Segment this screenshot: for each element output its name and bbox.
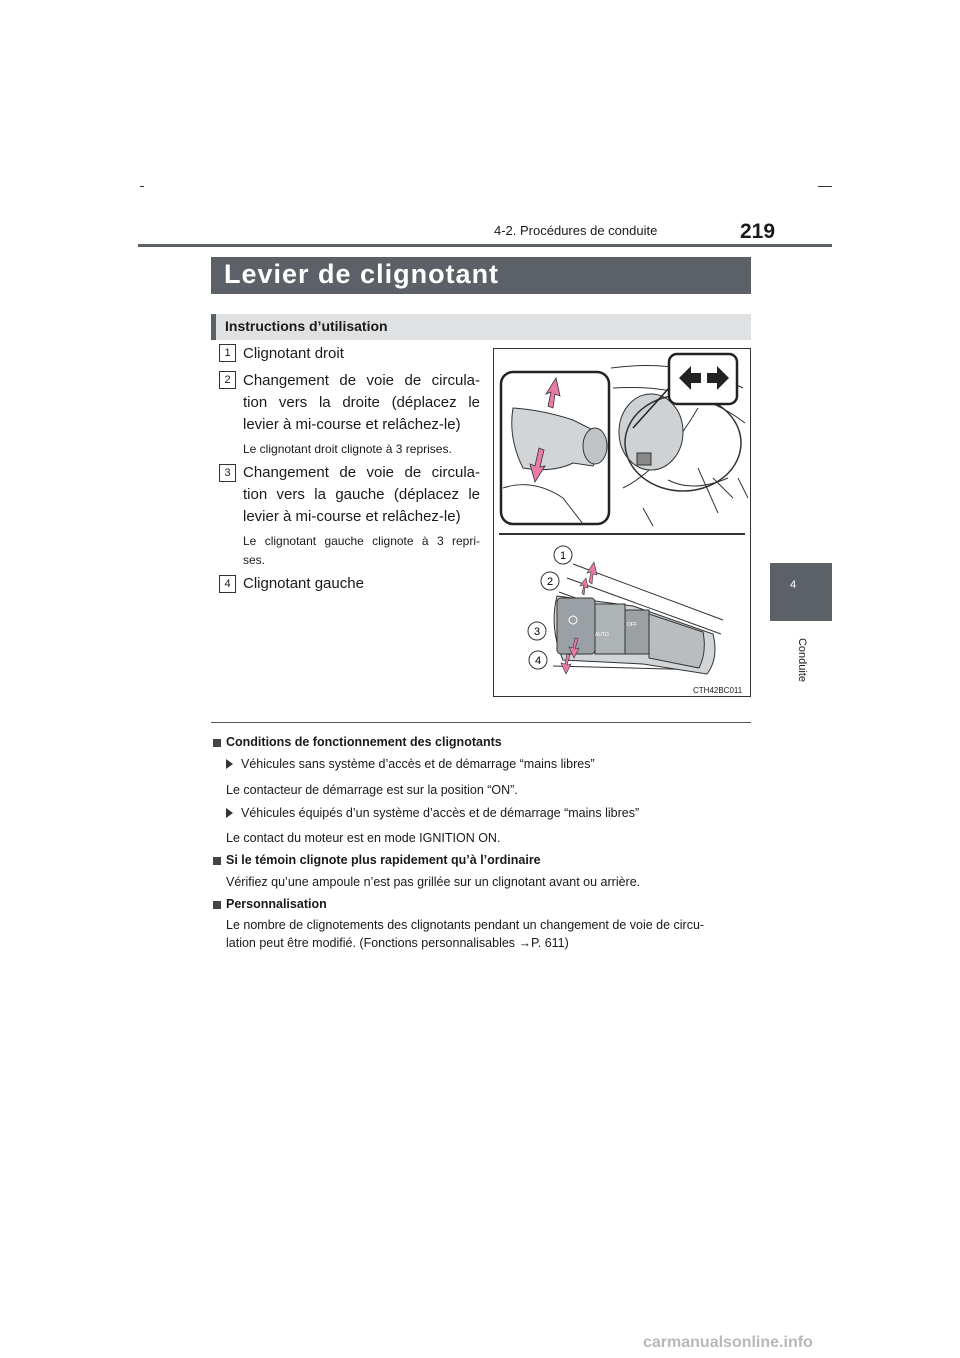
bullet-square-1	[213, 739, 221, 747]
customization-title: Personnalisation	[226, 897, 327, 911]
item-2-line-1: Changement de voie de circula-	[243, 372, 480, 389]
watermark: carmanualsonline.info	[643, 1334, 813, 1351]
callout-4: 4	[534, 655, 542, 667]
item-2-note: Le clignotant droit clignote à 3 reprises.	[243, 442, 452, 456]
chapter-label: Conduite	[796, 637, 808, 683]
condition-2-text: Le contact du moteur est en mode IGNITION ON.	[226, 831, 501, 845]
item-3-line-1: Changement de voie de circula-	[243, 464, 480, 481]
item-2-line-2: tion vers la droite (déplacez le	[243, 394, 480, 411]
off-label: OFF	[627, 622, 637, 628]
condition-2-label-text: Véhicules équipés d’un système d’accès et de démarrage “mains libres”	[241, 806, 640, 820]
section-heading: 4-2. Procédures de conduite	[494, 223, 658, 238]
page-title: Levier de clignotant	[224, 259, 500, 289]
crop-mark-right	[818, 186, 832, 187]
auto-label: AUTO	[595, 632, 609, 638]
subtitle-bar	[211, 314, 751, 340]
bullet-square-2	[213, 857, 221, 865]
arrow-bullet-icon	[226, 759, 233, 769]
section-divider	[211, 722, 751, 723]
condition-1-label-text: Véhicules sans système d’accès et de démarrage “mains libres”	[241, 757, 595, 771]
bullet-square-3	[213, 901, 221, 909]
turn-signal-illustration	[493, 348, 751, 697]
callout-1: 1	[559, 550, 567, 562]
chapter-number: 4	[790, 579, 797, 591]
item-1-line-1: Clignotant droit	[243, 345, 344, 362]
page-number: 219	[740, 220, 776, 243]
subtitle-marker	[211, 314, 216, 340]
condition-1-text: Le contacteur de démarrage est sur la position “ON”.	[226, 783, 518, 797]
customization-text-line-2: lation peut être modifié. (Fonctions personnalisables →P. 611)	[226, 936, 569, 950]
item-4-line-1: Clignotant gauche	[243, 575, 364, 592]
item-number-4: 4	[219, 575, 236, 593]
page-title-bar	[211, 257, 751, 294]
lever-zoom-inset	[501, 372, 609, 524]
item-number-1: 1	[219, 344, 236, 362]
fast-blink-text: Vérifiez qu’une ampoule n’est pas grillée sur un clignotant avant ou arrière.	[226, 875, 641, 889]
figure-code: CTH42BC011	[693, 686, 743, 695]
chapter-label-box	[790, 632, 814, 702]
subtitle: Instructions d’utilisation	[225, 318, 388, 334]
item-number-3: 3	[219, 464, 236, 482]
condition-2-label	[226, 806, 639, 820]
condition-1-label	[226, 757, 595, 771]
item-2-line-3: levier à mi-course et relâchez-le)	[243, 416, 461, 433]
item-3-line-3: levier à mi-course et relâchez-le)	[243, 508, 461, 525]
item-3-note-line-1: Le clignotant gauche clignote à 3 repri-	[243, 534, 480, 548]
fast-blink-title: Si le témoin clignote plus rapidement qu’à l’ordinaire	[226, 853, 541, 867]
header-rule	[138, 244, 832, 247]
crop-mark-left	[140, 186, 144, 187]
item-3-note-line-2: ses.	[243, 553, 266, 567]
arrow-bullet-icon	[226, 808, 233, 818]
item-3-line-2: tion vers la gauche (déplacez le	[243, 486, 480, 503]
conditions-title: Conditions de fonctionnement des clignotants	[226, 735, 502, 749]
chapter-tab	[770, 563, 832, 621]
customization-text-line-1: Le nombre de clignotements des clignotants pendant un changement de voie de circu-	[226, 918, 705, 932]
callout-2: 2	[546, 576, 554, 588]
item-number-2: 2	[219, 371, 236, 389]
callout-3: 3	[533, 626, 541, 638]
